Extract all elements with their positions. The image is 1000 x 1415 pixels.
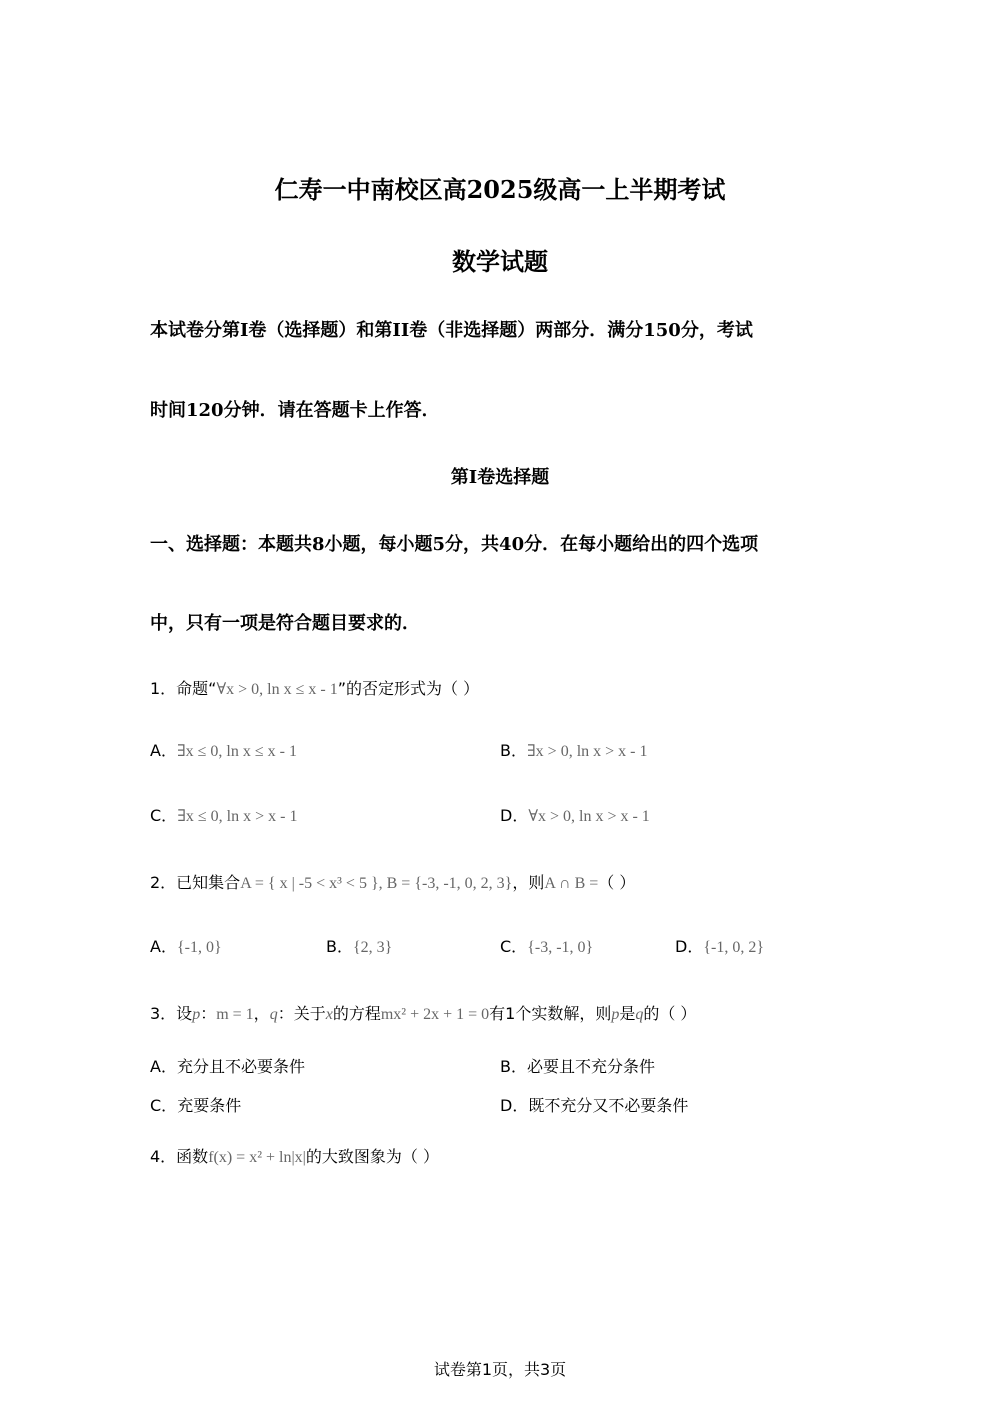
option-text: 充分且不必要条件 xyxy=(176,1057,305,1076)
option-label: D． xyxy=(500,1096,529,1115)
question-2-formula-2: A ∩ B = xyxy=(544,875,599,892)
question-1-option-c xyxy=(150,803,297,826)
option-formula: {-1, 0, 2} xyxy=(703,939,765,956)
question-3-option-d xyxy=(500,1093,688,1116)
question-2-option-a xyxy=(150,934,222,957)
section-description-1: 一、选择题：本题共8小题，每小题5分，共40分．在每小题给出的四个选项 xyxy=(150,534,759,555)
question-2-suffix: （ ） xyxy=(598,873,636,892)
question-2 xyxy=(150,870,635,893)
question-4-formula: f(x) = x² + ln|x| xyxy=(208,1149,306,1166)
question-1-prefix: 1．命题“ xyxy=(150,679,217,698)
question-3-option-b xyxy=(500,1054,655,1077)
question-3-text-4: ：关于 xyxy=(277,1004,326,1023)
question-3-option-c xyxy=(150,1093,241,1116)
question-1-option-d xyxy=(500,803,650,826)
question-3-q: q xyxy=(269,1006,278,1023)
question-3-q-2: q xyxy=(635,1006,644,1023)
question-3-x: x xyxy=(325,1006,333,1023)
option-formula: {-3, -1, 0} xyxy=(527,939,594,956)
question-3-p: p xyxy=(192,1006,201,1023)
option-text: 必要且不充分条件 xyxy=(526,1057,655,1076)
option-label: C． xyxy=(150,1096,178,1115)
question-2-formula: A = { x | -5 < x³ < 5 }, B = {-3, -1, 0, 2, 3} xyxy=(240,875,513,892)
question-1-option-b xyxy=(500,738,647,761)
question-3-text-3: ， xyxy=(253,1004,270,1023)
question-2-prefix: 2．已知集合 xyxy=(150,873,241,892)
intro-line-2: 时间120分钟．请在答题卡上作答． xyxy=(150,400,440,421)
question-4-prefix: 4．函数 xyxy=(150,1147,209,1166)
question-3-text-7: 是 xyxy=(619,1004,636,1023)
section-title: 第I卷选择题 xyxy=(450,467,550,488)
option-formula: ∃x > 0, ln x > x - 1 xyxy=(526,743,648,760)
option-label: A． xyxy=(150,741,177,760)
option-label: C． xyxy=(500,937,528,956)
option-label: B． xyxy=(500,741,527,760)
question-3-text-2: ： xyxy=(200,1004,217,1023)
page-subtitle: 数学试题 xyxy=(452,247,548,276)
question-1-option-a xyxy=(150,738,297,761)
option-formula: ∃x ≤ 0, ln x > x - 1 xyxy=(177,808,298,825)
page-title: 仁寿一中南校区高2025级高一上半期考试 xyxy=(274,175,726,204)
intro-line-1: 本试卷分第I卷（选择题）和第II卷（非选择题）两部分．满分150分，考试 xyxy=(150,320,753,341)
option-formula: ∀x > 0, ln x > x - 1 xyxy=(528,808,650,825)
question-1 xyxy=(150,676,479,699)
page-footer: 试卷第1页，共3页 xyxy=(433,1360,567,1379)
option-formula: ∃x ≤ 0, ln x ≤ x - 1 xyxy=(176,743,297,760)
question-3 xyxy=(150,1001,696,1024)
option-label: D． xyxy=(675,937,704,956)
option-text: 充要条件 xyxy=(177,1096,242,1115)
option-label: B． xyxy=(500,1057,527,1076)
option-formula: {-1, 0} xyxy=(176,939,222,956)
section-description-2: 中，只有一项是符合题目要求的． xyxy=(150,613,420,634)
option-formula: {2, 3} xyxy=(352,939,393,956)
question-3-equation: mx² + 2x + 1 = 0 xyxy=(380,1006,490,1023)
question-2-option-c xyxy=(500,934,593,957)
option-label: B． xyxy=(326,937,353,956)
question-3-text-6: 有1个实数解，则 xyxy=(489,1004,612,1023)
question-4-suffix: 的大致图象为（ ） xyxy=(305,1147,439,1166)
option-text: 既不充分又不必要条件 xyxy=(528,1096,689,1115)
question-1-formula: ∀x > 0, ln x ≤ x - 1 xyxy=(216,681,338,698)
question-2-option-b xyxy=(326,934,392,957)
option-label: D． xyxy=(500,806,529,825)
question-3-text-1: 3．设 xyxy=(150,1004,193,1023)
question-3-m: m = 1 xyxy=(216,1006,254,1023)
option-label: C． xyxy=(150,806,178,825)
question-2-option-d xyxy=(675,934,764,957)
question-3-text-8: 的（ ） xyxy=(643,1004,697,1023)
question-1-suffix: ”的否定形式为（ ） xyxy=(337,679,480,698)
option-label: A． xyxy=(150,1057,177,1076)
option-label: A． xyxy=(150,937,177,956)
question-4 xyxy=(150,1144,439,1167)
question-2-middle: ，则 xyxy=(512,873,545,892)
question-3-option-a xyxy=(150,1054,305,1077)
question-3-text-5: 的方程 xyxy=(332,1004,381,1023)
question-3-p-2: p xyxy=(611,1006,620,1023)
